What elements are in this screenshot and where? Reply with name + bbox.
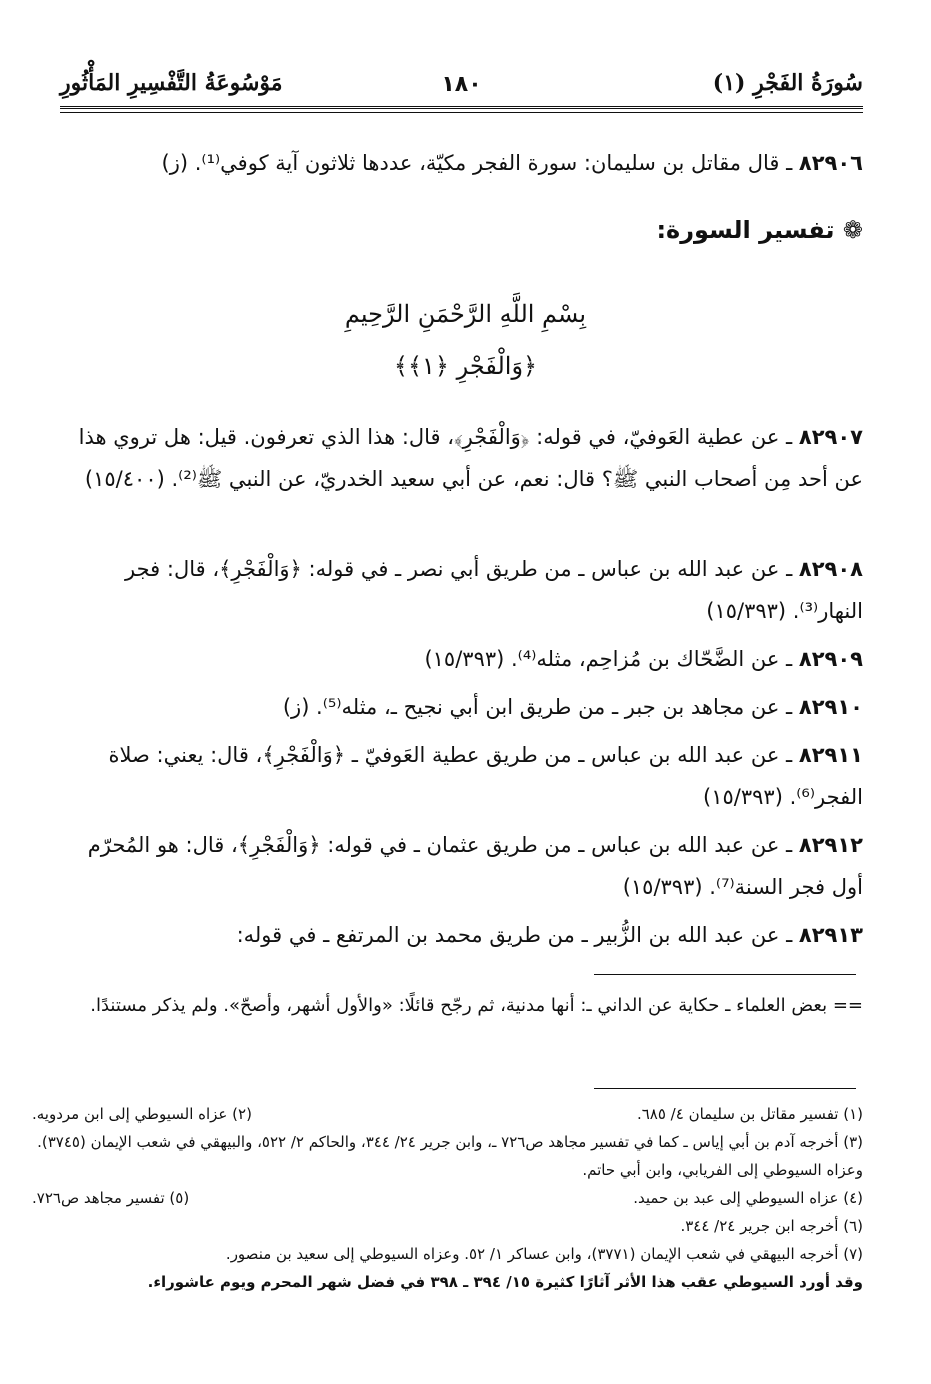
entry-number: ٨٢٩١٣ — [798, 923, 863, 947]
paragraph-82913 — [60, 914, 863, 956]
paragraph-82909 — [60, 638, 863, 680]
footnote-6: (٦) أخرجه ابن جرير ٢٤/ ٣٤٤. — [680, 1217, 863, 1235]
continued-note: == بعض العلماء ـ حكاية عن الداني ـ: أنها مدنية، ثم رجّح قائلًا: «والأول أشهر، وأصحّ». ولم يذكر مستندًا. — [90, 995, 863, 1016]
entry-text: ـ عن عبد الله بن الزُّبير ـ من طريق محمد بن المرتفع ـ في قوله: — [236, 923, 793, 947]
paragraph-82911 — [60, 734, 863, 818]
page-number: ١٨٠ — [433, 72, 489, 97]
entry-number: ٨٢٩١٠ — [798, 695, 863, 719]
footnote-row — [32, 1100, 863, 1128]
entry-number: ٨٢٩٠٨ — [798, 557, 863, 581]
entry-number: ٨٢٩٠٩ — [798, 647, 863, 671]
book-title: مَوْسُوعَةُ التَّفْسِيرِ المَأْثُورِ — [60, 70, 283, 96]
entry-text: ـ عن عطية العَوفيّ، في قوله: ﴿وَالْفَجْرِ﴾، قال: هذا الذي تعرفون. قيل: هل تروي هذا عن أحد مِن أصحاب النبي ﷺ؟ قال: نعم، عن أبي سعيد الخدريّ، عن النبي ﷺ⁽²⁾. (١٥/٤٠٠) — [78, 425, 863, 491]
entry-number: ٨٢٩١٢ — [798, 833, 863, 857]
page-header — [60, 70, 863, 106]
footnote-3: (٣) أخرجه آدم بن أبي إياس ـ كما في تفسير مجاهد ص٧٢٦ ـ، وابن جرير ٢٤/ ٣٤٤، والحاكم ٢/ ٥٢٢، والبيهقي في شعب الإيمان (٣٧٤٥). وعزاه السيوطي إلى الفريابي، وابن أبي حاتم. — [37, 1133, 863, 1179]
paragraph-82908 — [60, 548, 863, 632]
footnote-1: (١) تفسير مقاتل بن سليمان ٤/ ٦٨٥. — [636, 1105, 863, 1123]
paragraph-82907 — [60, 416, 863, 500]
header-rule — [60, 106, 863, 113]
footnote-row — [32, 1184, 863, 1212]
basmala: بِسْمِ اللَّهِ الرَّحْمَنِ الرَّحِيمِ — [344, 300, 587, 328]
surah-title: سُورَةُ الفَجْرِ (١) — [712, 70, 863, 96]
entry-text: ـ قال مقاتل بن سليمان: سورة الفجر مكيّة، عددها ثلاثون آية كوفي⁽¹⁾. (ز) — [161, 151, 793, 175]
footnote-7-note: وقد أورد السيوطي عقب هذا الأثر آثارًا كثيرة ١٥/ ٣٩٤ ـ ٣٩٨ في فضل شهر المحرم ويوم عاشوراء. — [147, 1273, 863, 1291]
paragraph-82912 — [60, 824, 863, 908]
entry-number: ٨٢٩٠٧ — [798, 425, 863, 449]
entry-text: ـ عن عبد الله بن عباس ـ من طريق أبي نصر ـ في قوله: ﴿وَالْفَجْرِ﴾، قال: فجر النهار⁽³⁾. (١٥/٣٩٣) — [125, 557, 863, 623]
entry-number: ٨٢٩٠٦ — [798, 151, 863, 175]
footnote-separator — [594, 974, 856, 975]
paragraph-82910 — [60, 686, 863, 728]
footnotes — [32, 1100, 863, 1296]
footnote-7: (٧) أخرجه البيهقي في شعب الإيمان (٣٧٧١)، وابن عساكر ١/ ٥٢. وعزاه السيوطي إلى سعيد بن منصور. — [225, 1245, 863, 1263]
footnote-4: (٤) عزاه السيوطي إلى عبد بن حميد. — [633, 1189, 863, 1207]
entry-text: ـ عن عبد الله بن عباس ـ من طريق عطية العَوفيّ ـ ﴿وَالْفَجْرِ﴾، قال: يعني: صلاة الفجر⁽⁶⁾. (١٥/٣٩٣) — [108, 743, 863, 809]
section-heading: ❁ تفسير السورة: — [656, 216, 863, 244]
entry-text: ـ عن عبد الله بن عباس ـ من طريق عثمان ـ في قوله: ﴿وَالْفَجْرِ﴾، قال: هو المُحرّم أول فجر السنة⁽⁷⁾. (١٥/٣٩٣) — [87, 833, 863, 899]
entry-number: ٨٢٩١١ — [798, 743, 863, 767]
footnote-2: (٢) عزاه السيوطي إلى ابن مردويه. — [32, 1105, 252, 1123]
paragraph-82906 — [60, 142, 863, 184]
footnote-5: (٥) تفسير مجاهد ص٧٢٦. — [32, 1189, 190, 1207]
entry-text: ـ عن الضَّحّاك بن مُزاحِم، مثله⁽⁴⁾. (١٥/٣٩٣) — [424, 647, 793, 671]
ayah-verse: ﴿وَالْفَجْرِ ﴿١﴾﴾ — [393, 352, 538, 380]
footnote-separator-short — [594, 1088, 856, 1089]
entry-text: ـ عن مجاهد بن جبر ـ من طريق ابن أبي نجيح ـ، مثله⁽⁵⁾. (ز) — [282, 695, 793, 719]
